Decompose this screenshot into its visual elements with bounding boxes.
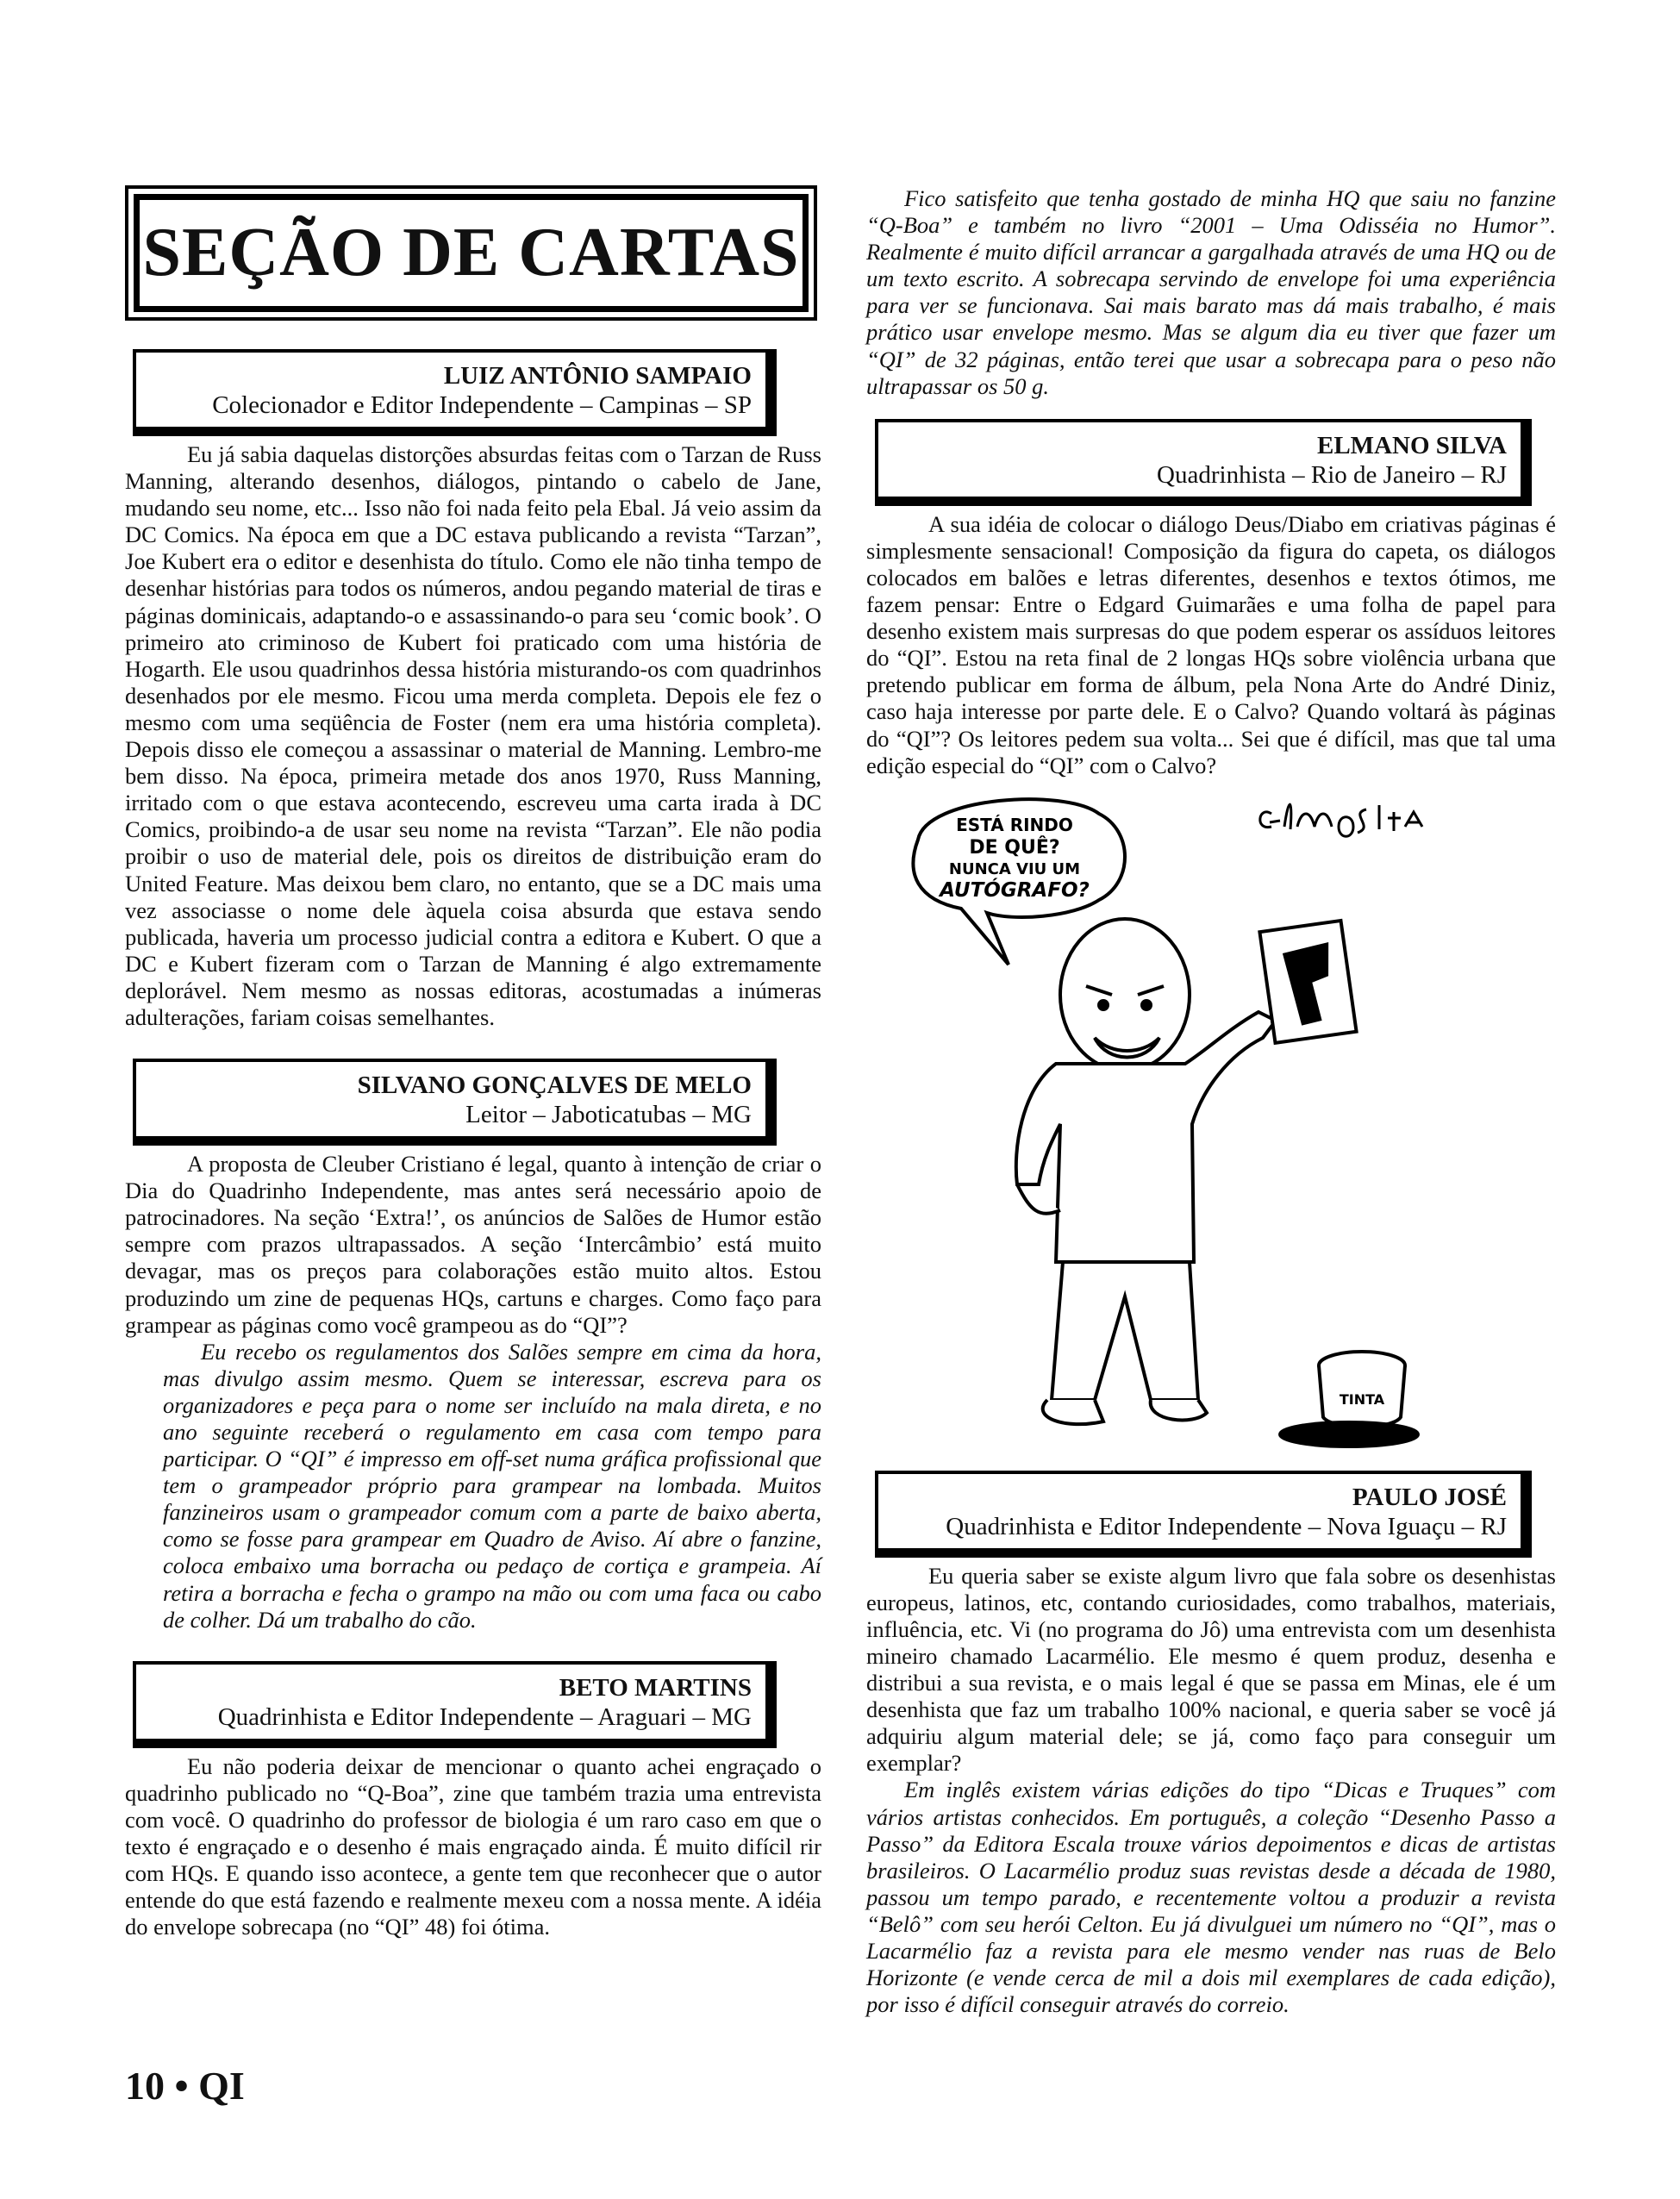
left-column (125, 185, 821, 1940)
letter-body: Eu não poderia deixar de mencionar o quanto achei engraçado o quadrinho publicado no “Q-Boa”, zine que também trazia uma entrevista com você. O quadrinho do professor de biologia é um raro caso em que o texto é engraçado e o desenho é mais engraçado ainda. É muito difícil rir com HQs. E quando isso acontece, a gente tem que reconhecer que o autor entende do que está fazendo e realmente mexeu com a nossa mente. A idéia do envelope sobrecapa (no “QI” 48) foi ótima. (125, 1752, 821, 1940)
letter-header-sampaio (133, 349, 777, 436)
right-column (866, 185, 1556, 2018)
cartoon-drawing (866, 779, 1556, 1452)
paint-can-label: TINTA (1339, 1390, 1385, 1408)
editor-reply: Em inglês existem várias edições do tipo “Dicas e Truques” com vários artistas conhecidos. Em português, a coleção “Desenho Passo a Passo” da Editora Escala trouxe vários depoimentos e dicas de artistas brasileiros. O Lacarmélio produz suas revistas desde a década de 1980, passou um tempo parado, e recentemente voltou a produzir a revista “Belô” com seu herói Celton. Eu já divulguei um número no “QI”, mas o Lacarmélio faz a revista para ele mesmo vender nas ruas de Belo Horizonte (e vende cerca de mil a dois mil exemplares de cada edição), por isso é difícil conseguir através do correio. (866, 1777, 1556, 2018)
letter-header-paulo (875, 1471, 1532, 1558)
author-name: SILVANO GONÇALVES DE MELO (357, 1071, 752, 1100)
author-name: PAULO JOSÉ (1352, 1483, 1507, 1511)
cartoon-illustration (866, 779, 1556, 1452)
speech-line-3: NUNCA VIU UM (948, 859, 1081, 878)
page-footer: 10 • QI (125, 2064, 245, 2108)
letter-body: A sua idéia de colocar o diálogo Deus/Diabo em criativas páginas é simplesmente sensacional! Composição da figura do capeta, os diálogos colocados em balões e letras diferentes, desenhos e textos ótimos, me fazem pensar: Entre o Edgard Guimarães e uma folha de papel para desenho existem mais surpresas do que podem esperar os assíduos leitores do “QI”. Estou na reta final de 2 longas HQs sobre violência urbana que pretendo publicar em forma de álbum, pela Nona Arte do André Diniz, caso haja interesse por parte dele. E o Calvo? Quando voltará às páginas do “QI”? Os leitores pedem sua volta... Sei que é difícil, mas que tal uma edição especial do “QI” com o Calvo? (866, 510, 1556, 778)
author-name: ELMANO SILVA (1317, 431, 1507, 459)
letter-header-silvano (133, 1059, 777, 1146)
speech-line-1: ESTÁ RINDO (956, 814, 1073, 835)
editor-reply: Eu recebo os regulamentos dos Salões sempre em cima da hora, mas divulgo assim mesmo. Quem se interessar, escreva para os organizadores e peça para o nome ser incluído na mala direta, e no ano seguinte receberá o regulamento em casa com tempo para participar. O “QI” é impresso em off-set numa gráfica profissional que tem o grampeador próprio para grampear na lombada. Muitos fanzineiros usam o grampeador comum com a parte de baixo aberta, como se fosse para grampear em Quadro de Aviso. Aí abre o fanzine, coloca embaixo uma borracha ou pedaço de cortiça e grampeia. Aí retira a borracha e fecha o grampo na mão ou com uma faca ou cabo de colher. Dá um trabalho do cão. (163, 1338, 821, 1633)
author-role: Quadrinhista e Editor Independente – Nova Iguaçu – RJ (946, 1512, 1507, 1540)
author-role: Quadrinhista – Rio de Janeiro – RJ (1157, 460, 1507, 489)
letter-body: Eu queria saber se existe algum livro que fala sobre os desenhistas europeus, latinos, etc, contando curiosidades, como trabalhos, materiais, influência, etc. Vi (no programa do Jô) uma entrevista com um desenhista mineiro chamado Lacarmélio. Ele mesmo é quem produz, desenha e distribui a sua revista, e o mais legal é que se passa em Minas, ele é um desenhista que faz um trabalho 100% nacional, e queria saber se você já adquiriu algum material dele; se já, como faço para conseguir um exemplar? (866, 1562, 1556, 1777)
author-name: LUIZ ANTÔNIO SAMPAIO (443, 362, 752, 390)
speech-line-4: AUTÓGRAFO? (940, 878, 1090, 902)
letter-header-elmano (875, 419, 1532, 506)
editor-reply: Fico satisfeito que tenha gostado de minha HQ que saiu no fanzine “Q-Boa” e também no livro “2001 – Uma Odisséia no Humor”. Realmente é muito difícil arrancar a gargalhada através de uma HQ ou de um texto escrito. A sobrecapa servindo de envelope foi uma experiência para ver se funcionava. Sai mais barato mas dá mais trabalho, é mais prático usar envelope mesmo. Mas se algum dia eu tiver que fazer um “QI” de 32 páginas, então terei que usar a sobrecapa para o peso não ultrapassar os 50 g. (866, 185, 1556, 399)
cartoon-figure (1016, 919, 1418, 1446)
author-role: Quadrinhista e Editor Independente – Araguari – MG (217, 1702, 752, 1731)
author-name: BETO MARTINS (559, 1673, 752, 1702)
signature-scribble (1260, 804, 1422, 836)
author-role: Colecionador e Editor Independente – Campinas – SP (212, 391, 752, 419)
letter-body: A proposta de Cleuber Cristiano é legal, quanto à intenção de criar o Dia do Quadrinho Independente, mas antes será necessário apoio de patrocinadores. Na seção ‘Extra!’, os anúncios de Salões de Humor estão sempre com prazos ultrapassados. A seção ‘Intercâmbio’ está muito devagar, mas os preços para colaborações estão muito altos. Estou produzindo um zine de pequenas HQs, cartuns e charges. Como faço para grampear as páginas como você grampeou as do “QI”? (125, 1151, 821, 1338)
section-title-frame (125, 185, 817, 321)
section-title: SEÇÃO DE CARTAS (134, 194, 809, 312)
letter-body: Eu já sabia daquelas distorções absurdas feitas com o Tarzan de Russ Manning, alterando desenhos, diálogos, pintando o cabelo de Jane, mudando seu nome, etc... Isso não foi nada feito pela Ebal. Já veio assim da DC Comics. Na época em que a DC estava publicando a revista “Tarzan”, Joe Kubert era o editor e desenhista do título. Como ele não tinha tempo de desenhar histórias para todos os números, andou pegando material de tiras e páginas dominicais, adaptando-o e assassinando-o para seu ‘comic book’. O primeiro ato criminoso de Kubert foi praticado com uma história de Hogarth. Ele usou quadrinhos dessa história misturando-os com quadrinhos desenhados por ele mesmo. Ficou uma merda completa. Depois ele fez o mesmo com uma seqüência de Foster (nem era uma história completa). Depois disso ele começou a assassinar o material de Manning. Lembro-me bem disso. Na época, primeira metade dos anos 1970, Russ Manning, irritado com o que estava acontecendo, escreveu uma carta irada à DC Comics, proibindo-a de usar seu nome na revista “Tarzan”. Ele não podia proibir o uso de material dele, pois os direitos de distribuição eram do United Feature. Mas deixou bem claro, no entanto, que se a DC mais uma vez associasse o nome dele àquela coisa absurda que estava sendo publicada, haveria um processo judicial contra a editora e Kubert. O que a DC e Kubert fizeram com o Tarzan de Manning é algo extremamente deplorável. Nem mesmo as nossas editoras, acostumadas a inúmeras adulterações, fariam coisas semelhantes. (125, 441, 821, 1030)
author-role: Leitor – Jaboticatubas – MG (465, 1101, 752, 1129)
letter-header-beto (133, 1661, 777, 1748)
speech-line-2: DE QUÊ? (969, 836, 1060, 859)
